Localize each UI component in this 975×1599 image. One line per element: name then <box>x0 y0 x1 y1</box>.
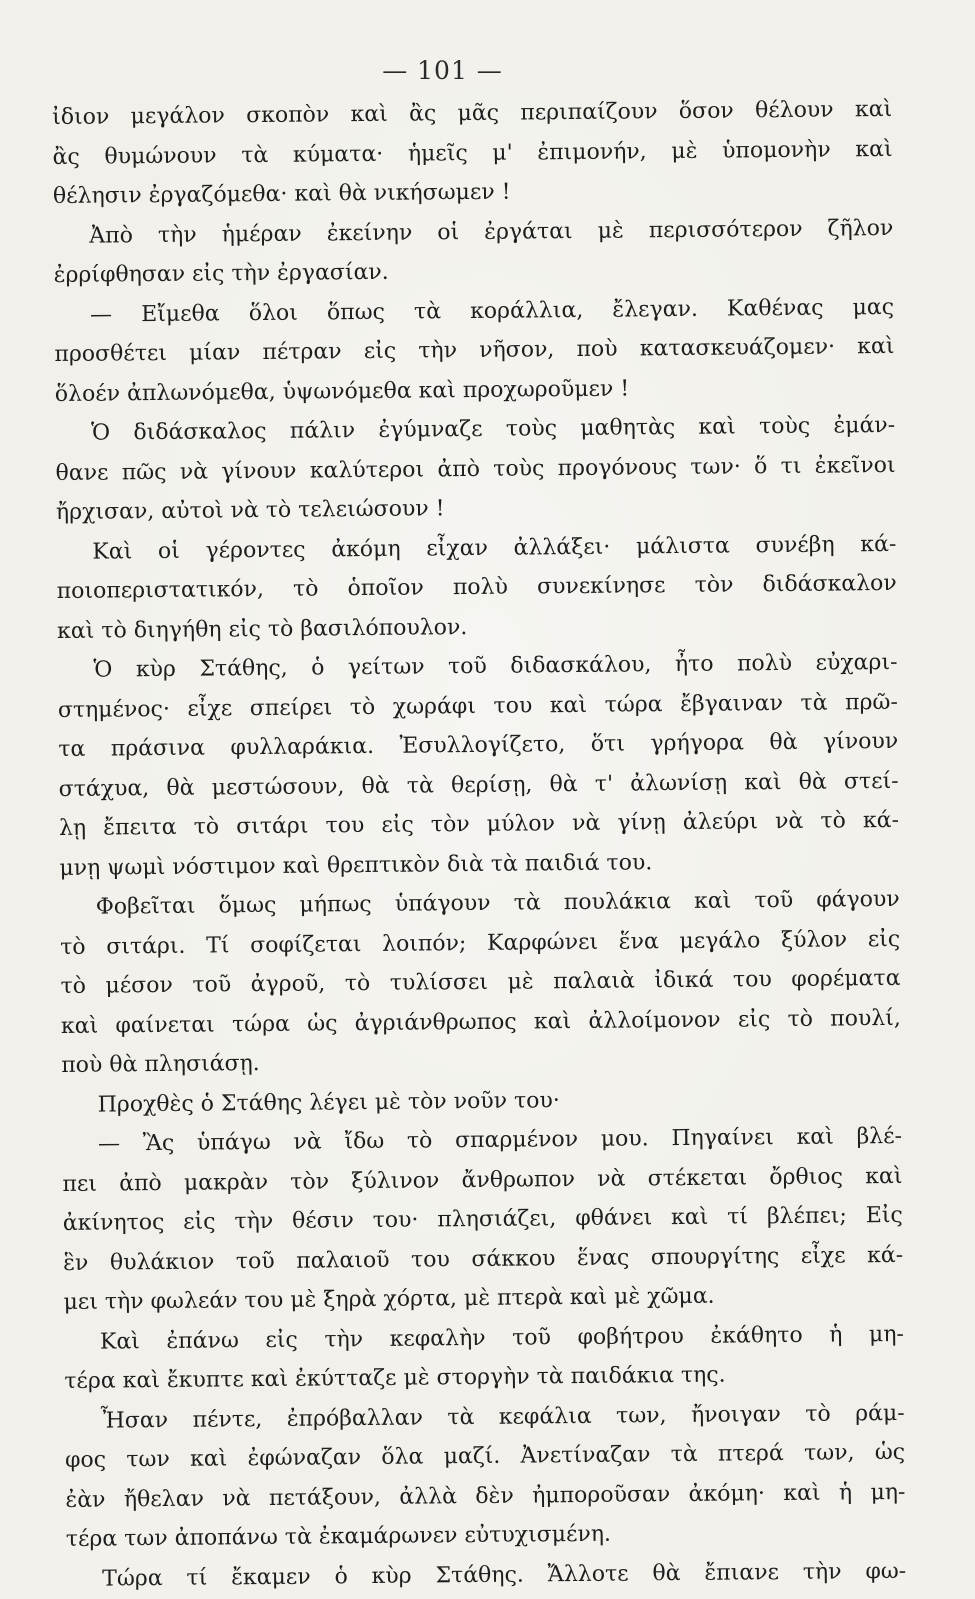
text-line: ποὺ θὰ πλησιάσῃ. <box>61 1051 260 1078</box>
text-line: Φοβεῖται ὅμως μήπως ὑπάγουν τὰ πουλάκια καὶ τοῦ φάγουν <box>95 886 900 920</box>
text-line: λῃ ἔπειτα τὸ σιτάρι του εἰς τὸν μύλον νὰ γίνῃ ἀλεύρι νὰ τὸ κά- <box>58 807 900 841</box>
text-line: στημένος· εἶχε σπείρει τὸ χωράφι του καὶ τώρα ἔβγαιναν τὰ πρῶ- <box>57 689 898 723</box>
text-line: ἐὰν ἤθελαν νὰ πετάξουν, ἀλλὰ δὲν ἠμποροῦσαν ἀκόμη· καὶ ἡ μη- <box>65 1479 906 1513</box>
text-line: Καὶ οἱ γέροντες ἀκόμη εἶχαν ἀλλάξει· μάλιστα συνέβη κά- <box>92 531 897 565</box>
text-line: Καὶ ἐπάνω εἰς τὴν κεφαλὴν τοῦ φοβήτρου ἐκάθητο ἡ μη- <box>99 1321 905 1355</box>
text-line: φος των καὶ ἐφώναζαν ὅλα μαζί. Ἀνετίναζαν τὰ πτερά των, ὡς <box>64 1439 906 1473</box>
text-line: καὶ τὸ διηγήθη εἰς τὸ βασιλόπουλον. <box>56 614 468 644</box>
text-line: Προχθὲς ὁ Στάθης λέγει μὲ τὸν νοῦν του· <box>97 1087 560 1118</box>
text-line: ἤρχισαν, αὐτοὶ νὰ τὸ τελειώσουν ! <box>55 496 445 525</box>
text-line: τέρα καὶ ἔκυπτε καὶ ἐκύτταζε μὲ στοργὴν τὰ παιδάκια της. <box>64 1362 726 1394</box>
text-line: θανε πῶς νὰ γίνουν καλύτεροι ἀπὸ τοὺς προγόνους των· ὅ τι ἐκεῖνοι <box>55 452 896 486</box>
text-line: τὸ σιτάρι. Τί σοφίζεται λοιπόν; Καρφώνει ἕνα μεγάλο ξύλον εἰς <box>60 926 901 960</box>
text-line: Ἦσαν πέντε, ἐπρόβαλλαν τὰ κεφάλια των, ἤνοιγαν τὸ ράμ- <box>100 1400 905 1434</box>
text-line: θέλησιν ἐργαζόμεθα· καὶ θὰ νικήσωμεν ! <box>52 179 511 209</box>
text-line: μνῃ ψωμὶ νόστιμον καὶ θρεπτικὸν διὰ τὰ παιδιά του. <box>59 849 653 881</box>
text-line: Ὁ κὺρ Στάθης, ὁ γείτων τοῦ διδασκάλου, ἦτο πολὺ εὐχαρι- <box>93 649 898 683</box>
page-number: — 101 — <box>382 56 503 85</box>
text-line: πει ἀπὸ μακρὰν τὸν ξύλινον ἄνθρωπον νὰ στέκεται ὄρθιος καὶ <box>62 1163 903 1197</box>
text-line: ἂς θυμώνουν τὰ κύματα· ἡμεῖς μ' ἐπιμονήν, μὲ ὑπομονὴν καὶ <box>52 136 893 170</box>
body-text <box>52 90 906 1599</box>
text-line: Τώρα τί ἔκαμεν ὁ κὺρ Στάθης. Ἄλλοτε θὰ ἔπιανε τὴν φω- <box>102 1558 907 1592</box>
text-line: τέρα των ἀποπάνω τὰ ἐκαμάρωνεν εὐτυχισμένη. <box>65 1521 612 1552</box>
text-line: καὶ φαίνεται τώρα ὡς ἀγριάνθρωπος καὶ ἀλλοίμονον εἰς τὸ πουλί, <box>60 1005 901 1039</box>
text-line: — Ἂς ὑπάγω νὰ ἴδω τὸ σπαρμένον μου. Πηγαίνει καὶ βλέ- <box>97 1123 903 1157</box>
text-line: προσθέτει μίαν πέτραν εἰς τὴν νῆσον, ποὺ κατασκευάζομεν· καὶ <box>54 333 895 367</box>
text-line: τὸ μέσον τοῦ ἀγροῦ, τὸ τυλίσσει μὲ παλαιὰ ἰδικά του φορέματα <box>60 965 901 999</box>
text-line: ἐρρίφθησαν εἰς τὴν ἐργασίαν. <box>53 259 389 288</box>
text-line: τα πράσινα φυλλαράκια. Ἐσυλλογίζετο, ὅτι γρήγορα θὰ γίνουν <box>58 728 899 762</box>
text-line: Ὁ διδάσκαλος πάλιν ἐγύμναζε τοὺς μαθητὰς καὶ τοὺς ἐμάν- <box>91 412 896 446</box>
text-line: ὅλοέν ἀπλωνόμεθα, ὑψωνόμεθα καὶ προχωροῦμεν ! <box>54 375 630 407</box>
text-line: μει τὴν φωλεάν του μὲ ξηρὰ χόρτα, μὲ πτερὰ καὶ μὲ χῶμα. <box>63 1283 715 1315</box>
text-line: ποιοπεριστατικόν, τὸ ὁποῖον πολὺ συνεκίνησε τὸν διδάσκαλον <box>56 570 897 604</box>
text-line: ἓν θυλάκιον τοῦ παλαιοῦ του σάκκου ἕνας σπουργίτης εἶχε κά- <box>63 1242 904 1276</box>
text-line: ἰδιον μεγάλον σκοπὸν καὶ ἂς μᾶς περιπαίζουν ὅσον θέλουν καὶ <box>52 96 893 130</box>
text-line: — Εἴμεθα ὅλοι ὅπως τὰ κοράλλια, ἔλεγαν. Καθένας μας <box>89 294 895 328</box>
text-line: ἀκίνητος εἰς τὴν θέσιν του· πλησιάζει, φθάνει καὶ τί βλέπει; Εἰς <box>62 1202 903 1236</box>
text-line: Ἀπὸ τὴν ἡμέραν ἐκείνην οἱ ἐργάται μὲ περισσότερον ζῆλον <box>89 215 894 249</box>
text-line: στάχυα, θὰ μεστώσουν, θὰ τὰ θερίσῃ, θὰ τ' ἀλωνίσῃ καὶ θὰ στεί- <box>58 768 899 802</box>
